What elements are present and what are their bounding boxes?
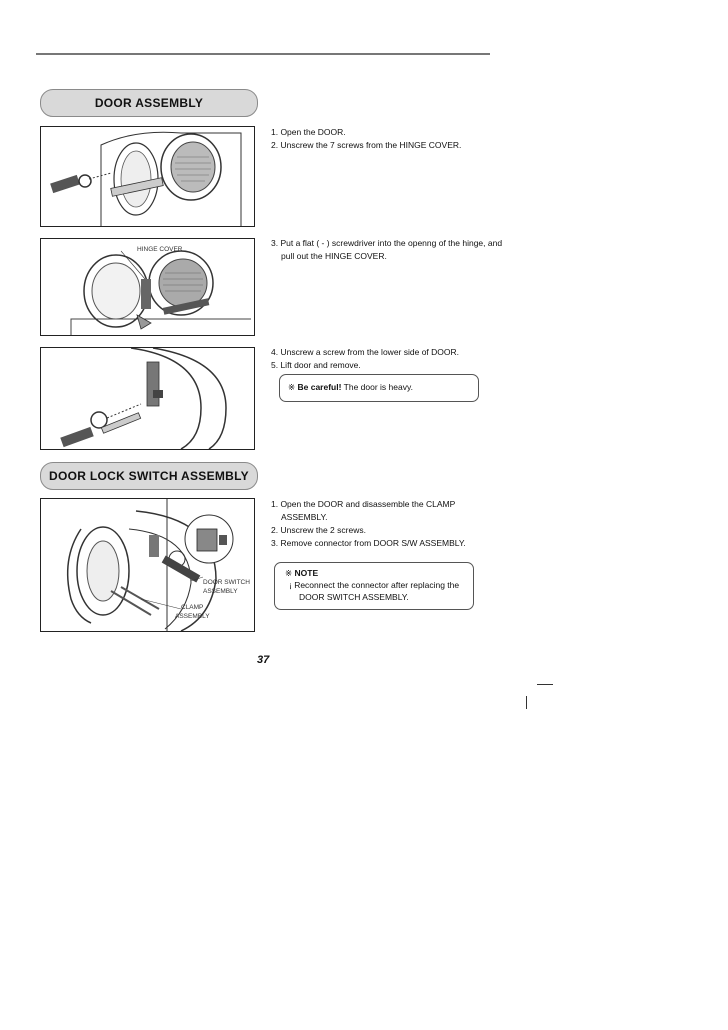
step-3: 3. Put a flat ( - ) screwdriver into the openng of the hinge, and: [271, 238, 503, 248]
lock-step-1-cont: ASSEMBLY.: [281, 512, 328, 522]
step-5: 5. Lift door and remove.: [271, 360, 361, 370]
door-switch-label-1: DOOR SWITCH: [203, 579, 250, 586]
door-removal-illustration: [41, 348, 254, 449]
figure-door-removal: [40, 347, 255, 450]
hinge-cover-label: HINGE COVER: [137, 246, 183, 253]
door-switch-label-2: ASSEMBLY: [203, 588, 238, 595]
section-title-door-lock-switch: [40, 462, 258, 490]
lock-step-1: 1. Open the DOOR and disassemble the CLAMP: [271, 499, 456, 509]
note-line-1: ¡ Reconnect the connector after replacing the: [289, 580, 460, 590]
clamp-label-2: ASSEMBLY: [175, 613, 210, 620]
figure-hinge-cover: [40, 238, 255, 336]
step-3-cont: pull out the HINGE COVER.: [281, 251, 387, 261]
clamp-label-1: CLAMP: [181, 604, 204, 611]
figure-door-switch: [40, 498, 255, 632]
note-line-2: DOOR SWITCH ASSEMBLY.: [299, 592, 409, 602]
figure-door-open-screws: [40, 126, 255, 227]
step-2: 2. Unscrew the 7 screws from the HINGE COVER.: [271, 140, 462, 150]
lock-step-2: 2. Unscrew the 2 screws.: [271, 525, 366, 535]
page-number: 37: [257, 654, 270, 666]
section-title-door-assembly: [40, 89, 258, 117]
step-1: 1. Open the DOOR.: [271, 127, 346, 137]
caution-symbol: ※: [288, 382, 296, 392]
header-rule: [36, 53, 490, 55]
section-title-text: DOOR ASSEMBLY: [94, 96, 204, 110]
note-box: [274, 562, 474, 610]
crop-mark-vertical: [526, 696, 527, 709]
hinge-cover-illustration: [41, 239, 254, 335]
note-heading: NOTE: [294, 568, 319, 578]
caution-text: The door is heavy.: [343, 382, 413, 392]
caution-bold: Be careful!: [297, 382, 342, 392]
note-symbol: ※: [285, 568, 293, 578]
step-4: 4. Unscrew a screw from the lower side of DOOR.: [271, 347, 460, 357]
section-title-text: DOOR LOCK SWITCH ASSEMBLY: [49, 469, 249, 483]
crop-mark-horizontal: [537, 684, 553, 685]
caution-box: [279, 374, 479, 402]
door-switch-illustration: [41, 499, 254, 631]
lock-step-3: 3. Remove connector from DOOR S/W ASSEMBLY.: [271, 538, 466, 548]
door-screws-illustration: [41, 127, 254, 226]
